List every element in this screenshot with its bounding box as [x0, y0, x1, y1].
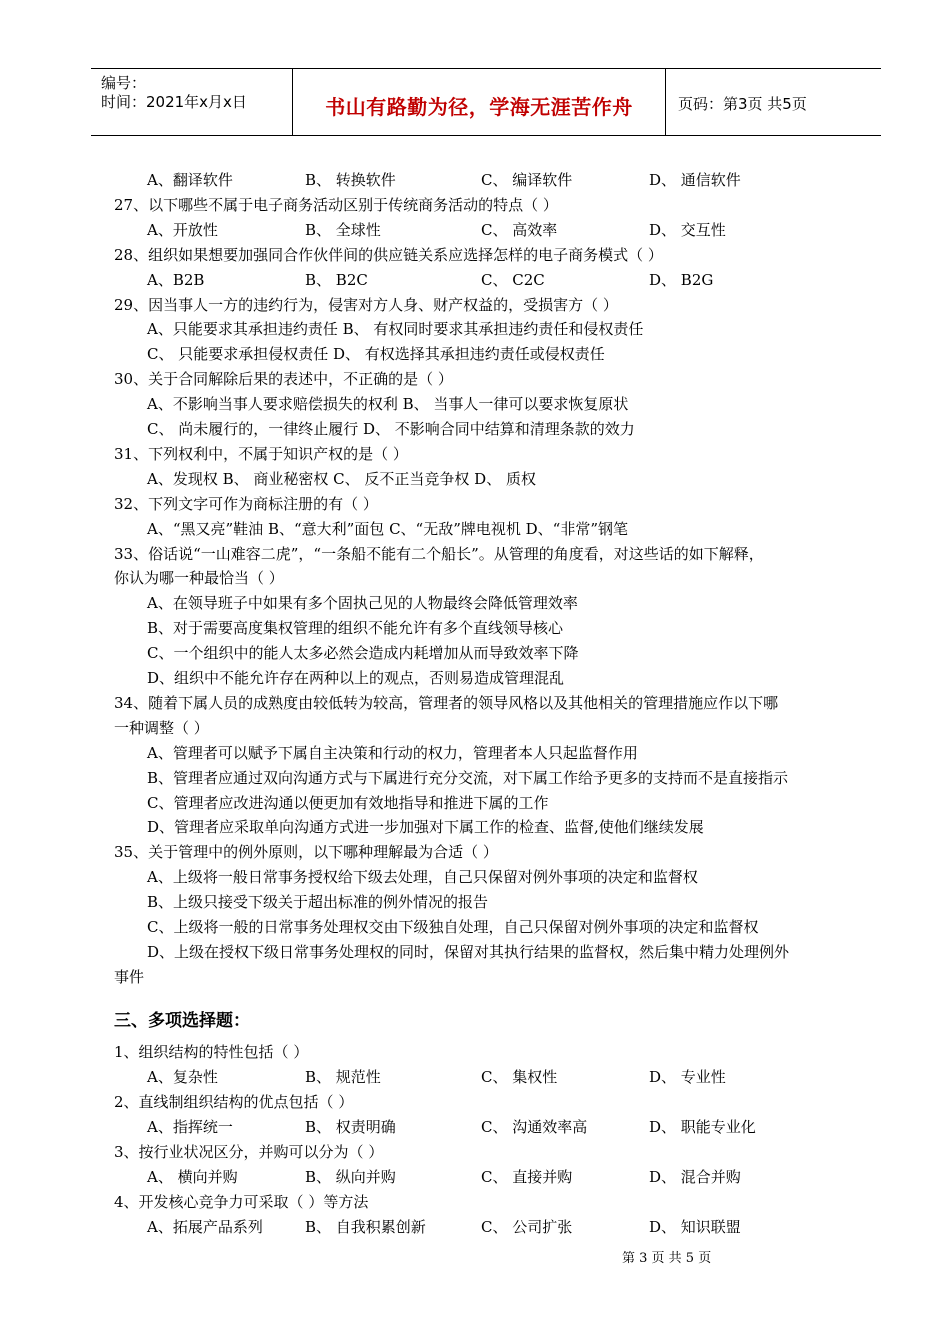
- option-C: C、 公司扩张: [481, 1218, 573, 1236]
- option-line: D、组织中不能允许存在两种以上的观点，否则易造成管理混乱: [147, 669, 565, 687]
- question-line: 4、开发核心竞争力可采取（ ）等方法: [114, 1193, 369, 1211]
- question-line: 1、组织结构的特性包括（ ）: [114, 1043, 309, 1061]
- motto: 书山有路勤为径，学海无涯苦作舟: [325, 95, 633, 119]
- option-line: A、发现权 B、 商业秘密权 C、 反不正当竞争权 D、 质权: [147, 469, 536, 488]
- question-line: 34、随着下属人员的成熟度由较低转为较高，管理者的领导风格以及其他相关的管理措施应作以下哪: [114, 693, 779, 712]
- option-B: B、 自我积累创新: [305, 1218, 426, 1236]
- option-C: C、 编译软件: [481, 171, 573, 189]
- question-line: 28、组织如果想要加强同合作伙伴间的供应链关系应选择怎样的电子商务模式（ ）: [114, 245, 663, 264]
- option-B: B、 全球性: [305, 220, 381, 239]
- option-line: D、管理者应采取单向沟通方式进一步加强对下属工作的检查、监督,使他们继续发展: [147, 818, 704, 837]
- option-C: C、 直接并购: [481, 1168, 573, 1186]
- option-line: A、上级将一般日常事务授权给下级去处理，自己只保留对例外事项的决定和监督权: [147, 868, 698, 887]
- option-C: C、 C2C: [481, 270, 545, 289]
- option-line: A、在领导班子中如果有多个固执己见的人物最终会降低管理效率: [147, 594, 578, 613]
- question-line: 35、关于管理中的例外原则，以下哪种理解最为合适（ ）: [114, 843, 498, 862]
- option-B: B、 转换软件: [305, 171, 396, 189]
- question-line: 32、下列文字可作为商标注册的有（ ）: [114, 494, 378, 513]
- question-line: 你认为哪一种最恰当（ ）: [114, 569, 284, 588]
- option-A: A、复杂性: [147, 1068, 218, 1086]
- option-A: A、翻译软件: [147, 171, 233, 189]
- question-line: 2、直线制组织结构的优点包括（ ）: [114, 1093, 354, 1111]
- header-right-cell: [666, 69, 881, 135]
- option-line: D、上级在授权下级日常事务处理权的同时，保留对其执行结果的监督权，然后集中精力处理例外: [147, 942, 790, 961]
- section-title: 三、多项选择题：: [114, 1011, 250, 1031]
- option-D: D、 知识联盟: [649, 1218, 741, 1236]
- option-B: B、 权责明确: [305, 1118, 396, 1136]
- option-line: C、 只能要求承担侵权责任 D、 有权选择其承担违约责任或侵权责任: [147, 345, 605, 364]
- page-code: 页码：第3页 共5页: [678, 95, 807, 113]
- option-line: B、管理者应通过双向沟通方式与下属进行充分交流，对下属工作给予更多的支持而不是直接指示: [147, 768, 789, 787]
- option-A: A、指挥统一: [147, 1118, 233, 1136]
- option-D: D、 职能专业化: [649, 1118, 756, 1136]
- option-A: A、开放性: [147, 220, 218, 239]
- option-D: D、 专业性: [649, 1068, 726, 1086]
- option-A: A、B2B: [147, 270, 205, 289]
- option-D: D、 B2G: [649, 270, 714, 289]
- option-line: C、上级将一般的日常事务处理权交由下级独自处理，自己只保留对例外事项的决定和监督权: [147, 918, 759, 936]
- option-B: B、 规范性: [305, 1068, 381, 1086]
- option-D: D、 交互性: [649, 220, 726, 239]
- option-line: C、一个组织中的能人太多必然会造成内耗增加从而导致效率下降: [147, 644, 579, 663]
- option-line: A、“黑又亮”鞋油 B、“意大利”面包 C、“无敌”牌电视机 D、“非常”钢笔: [147, 519, 629, 538]
- header-motto-cell: [293, 69, 666, 135]
- page-header: [91, 68, 881, 136]
- number-label: 编号：: [101, 74, 147, 92]
- option-line: A、不影响当事人要求赔偿损失的权利 B、 当事人一律可以要求恢复原状: [147, 395, 629, 414]
- option-A: A、 横向并购: [147, 1168, 238, 1186]
- question-line: 27、以下哪些不属于电子商务活动区别于传统商务活动的特点（ ）: [114, 195, 558, 214]
- option-B: B、 纵向并购: [305, 1168, 396, 1186]
- option-line: A、管理者可以赋予下属自主决策和行动的权力，管理者本人只起监督作用: [147, 743, 638, 762]
- option-D: D、 混合并购: [649, 1168, 741, 1186]
- question-line: 33、俗话说“一山难容二虎”，“一条船不能有二个船长”。从管理的角度看，对这些话的如下解释，: [114, 544, 764, 563]
- option-line: B、对于需要高度集权管理的组织不能允许有多个直线领导核心: [147, 619, 564, 638]
- option-line: C、 尚未履行的，一律终止履行 D、 不影响合同中结算和清理条款的效力: [147, 420, 635, 438]
- question-line: 3、按行业状况区分，并购可以分为（ ）: [114, 1143, 384, 1161]
- option-A: A、拓展产品系列: [147, 1218, 263, 1236]
- option-line: A、只能要求其承担违约责任 B、 有权同时要求其承担违约责任和侵权责任: [147, 320, 644, 339]
- question-line: 事件: [114, 967, 145, 986]
- header-left-cell: [91, 69, 293, 135]
- option-B: B、 B2C: [305, 270, 368, 289]
- option-C: C、 高效率: [481, 220, 558, 239]
- question-line: 29、因当事人一方的违约行为，侵害对方人身、财产权益的，受损害方（ ）: [114, 295, 618, 314]
- option-C: C、 集权性: [481, 1068, 558, 1086]
- question-line: 30、关于合同解除后果的表述中，不正确的是（ ）: [114, 370, 453, 389]
- option-line: C、管理者应改进沟通以便更加有效地指导和推进下属的工作: [147, 793, 549, 812]
- page-footer: 第 3 页 共 5 页: [622, 1251, 712, 1266]
- option-line: B、上级只接受下级关于超出标准的例外情况的报告: [147, 893, 489, 912]
- option-C: C、 沟通效率高: [481, 1118, 588, 1136]
- option-D: D、 通信软件: [649, 171, 741, 189]
- time-label: 时间：2021年x月x日: [101, 93, 247, 111]
- question-line: 一种调整（ ）: [114, 718, 209, 737]
- question-line: 31、下列权利中，不属于知识产权的是（ ）: [114, 444, 408, 463]
